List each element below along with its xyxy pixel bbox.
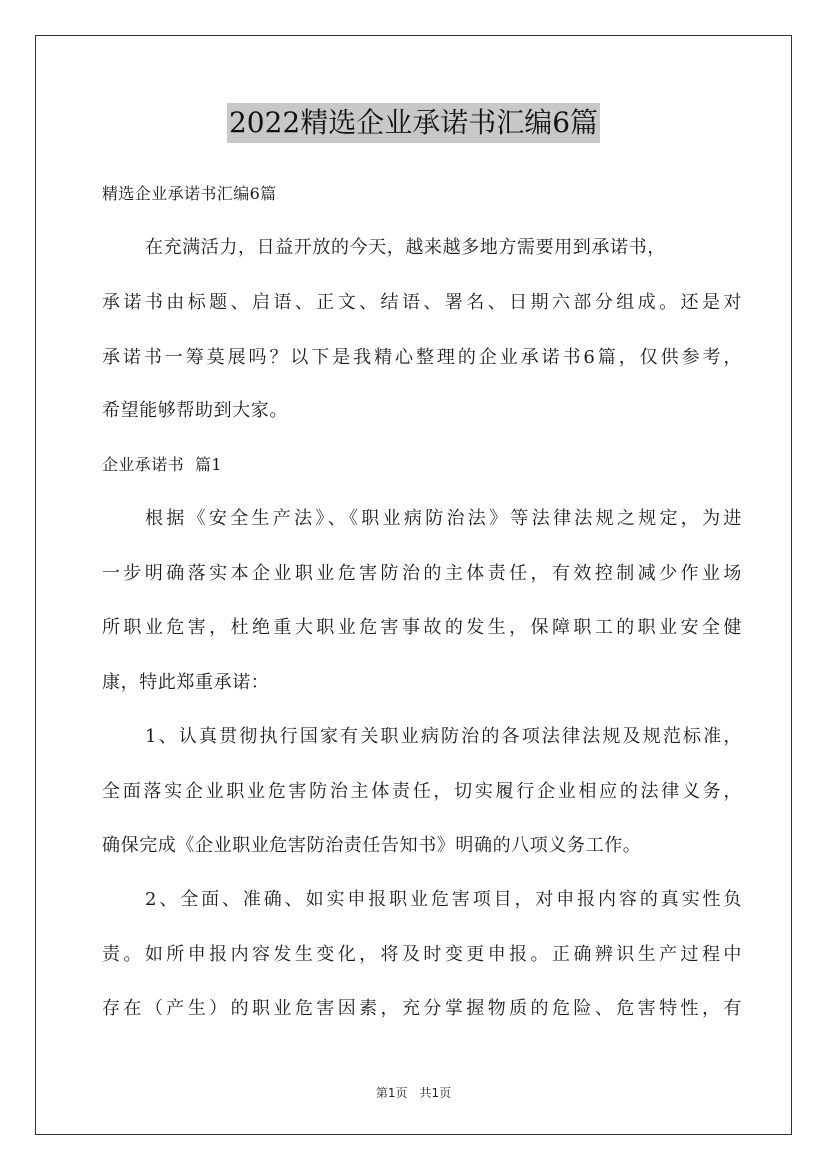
paragraph1-line-1: 根据《安全生产法》、《职业病防治法》等法律法规之规定，为进 xyxy=(145,508,742,529)
document-subtitle: 精选企业承诺书汇编6篇 xyxy=(102,184,277,203)
paragraph1-line-4: 康，特此郑重承诺： xyxy=(102,672,270,693)
document-title-row xyxy=(0,103,827,143)
intro-line-3: 承诺书一筹莫展吗？以下是我精心整理的企业承诺书6篇，仅供参考， xyxy=(102,347,742,368)
intro-line-1: 在充满活力，日益开放的今天，越来越多地方需要用到承诺书， xyxy=(145,237,666,258)
document-title: 2022精选企业承诺书汇编6篇 xyxy=(227,103,600,143)
item1-line-1: 1、认真贯彻执行国家有关职业病防治的各项法律法规及规范标准， xyxy=(145,726,742,747)
section-heading: 企业承诺书 篇1 xyxy=(102,455,222,474)
intro-line-4: 希望能够帮助到大家。 xyxy=(102,400,288,421)
page-total: 共1页 xyxy=(419,1086,452,1100)
item2-line-1: 2、全面、准确、如实申报职业危害项目，对申报内容的真实性负 xyxy=(145,889,742,910)
intro-line-2: 承诺书由标题、启语、正文、结语、署名、日期六部分组成。还是对 xyxy=(102,292,742,313)
item2-line-3: 存在（产生）的职业危害因素，充分掌握物质的危险、危害特性，有 xyxy=(102,998,742,1019)
item1-line-3: 确保完成《企业职业危害防治责任告知书》明确的八项义务工作。 xyxy=(102,835,642,856)
item1-line-2: 全面落实企业职业危害防治主体责任，切实履行企业相应的法律义务， xyxy=(102,781,742,802)
page-number: 第1页 xyxy=(375,1086,408,1100)
item2-line-2: 责。如所申报内容发生变化，将及时变更申报。正确辨识生产过程中 xyxy=(102,944,742,965)
page-footer xyxy=(0,1084,827,1101)
paragraph1-line-2: 一步明确落实本企业职业危害防治的主体责任，有效控制减少作业场 xyxy=(102,563,742,584)
paragraph1-line-3: 所职业危害，杜绝重大职业危害事故的发生，保障职工的职业安全健 xyxy=(102,617,742,638)
